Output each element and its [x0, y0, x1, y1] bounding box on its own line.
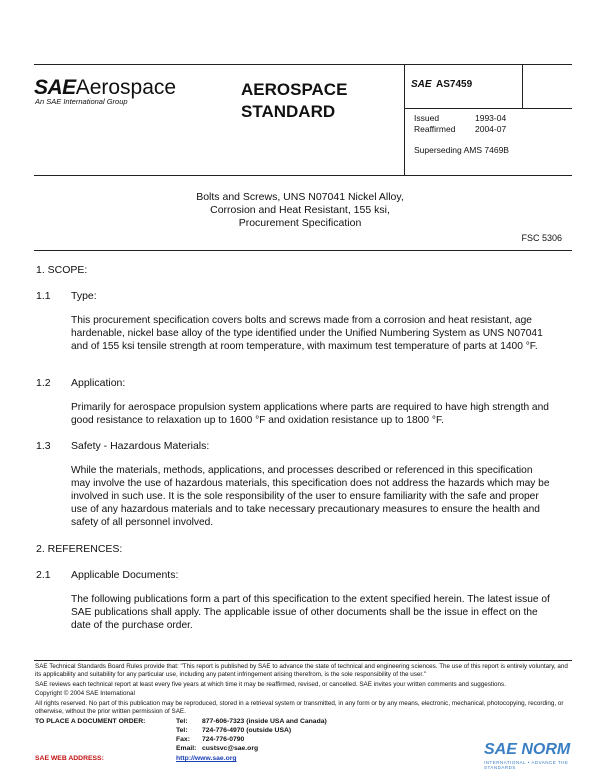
- fax-label: Fax:: [176, 736, 190, 743]
- section-1-2-title: Application:: [71, 377, 126, 389]
- header-divider-1: [404, 64, 405, 175]
- email-label: Email:: [176, 745, 197, 752]
- document-title: [150, 191, 450, 230]
- logo-aerospace-text: Aerospace: [75, 76, 177, 99]
- tel2-label: Tel:: [176, 727, 188, 734]
- logo-sae-text: SAE: [34, 76, 76, 99]
- web-label: SAE WEB ADDRESS:: [35, 755, 104, 762]
- email-value[interactable]: custsvc@sae.org: [202, 745, 259, 752]
- reaffirmed-value: 2004-07: [475, 124, 507, 134]
- tel2-value: 724-776-4970 (outside USA): [202, 727, 292, 734]
- section-1-3-text: While the materials, methods, applications, and processes described or referenced in this specification may involve the use of hazardous materials, this specification does not address the hazards which may be involved in such use. It is the sole responsibility of the user to ensure familiarity with the safe and proper use of any hazardous materials and to take necessary precautionary measures to ensure the health and safety of all personnel involved.: [71, 465, 550, 528]
- header-divider-2: [522, 64, 523, 108]
- superseding-text: Superseding AMS 7469B: [414, 145, 509, 155]
- doc-sae-mark: SAE: [411, 79, 432, 90]
- order-label: TO PLACE A DOCUMENT ORDER:: [35, 718, 146, 725]
- section-2-heading: 2. REFERENCES:: [36, 543, 123, 555]
- sae-norm-logo: SAE NORM: [484, 741, 571, 758]
- section-1-3-number: 1.3: [36, 440, 51, 452]
- standard-title-line1: AEROSPACE: [241, 80, 348, 99]
- section-1-1-title: Type:: [71, 290, 97, 302]
- tel-value: 877-606-7323 (inside USA and Canada): [202, 718, 327, 725]
- footer-rules-text: SAE Technical Standards Board Rules provide that: "This report is published by SAE to advance the state of technical and engineering sciences. The use of this report is entirely voluntary, and its applicability and suitability for any particular use, including any patent infringement arising therefrom, is the sole responsibility of the user.": [35, 663, 568, 678]
- section-2-1-number: 2.1: [36, 569, 51, 581]
- title-line1: Bolts and Screws, UNS N07041 Nickel Alloy,: [196, 191, 404, 203]
- sae-norm-subtitle: INTERNATIONAL • ADVANCE THE STANDARDS: [484, 760, 569, 770]
- document-number: AS7459: [436, 79, 473, 90]
- section-2-1-title: Applicable Documents:: [71, 569, 179, 581]
- footer-top-rule: [34, 660, 572, 661]
- footer-rights-text: All rights reserved. No part of this publication may be reproduced, stored in a retrieval system or transmitted, in any form or by any means, electronic, mechanical, photocopying, recording, or otherwise, without the prior written permission of SAE.: [35, 700, 564, 715]
- logo-subtitle: An SAE International Group: [35, 97, 128, 106]
- section-1-heading: 1. SCOPE:: [36, 264, 88, 276]
- header-top-border: [34, 64, 572, 65]
- section-1-1-number: 1.1: [36, 290, 51, 302]
- title-line2: Corrosion and Heat Resistant, 155 ksi,: [210, 204, 390, 216]
- standard-title-line2: STANDARD: [241, 102, 336, 121]
- header-divider-3: [404, 108, 572, 109]
- section-2-1-text: The following publications form a part of this specification to the extent specified herein. The latest issue of SAE publications shall apply. The applicable issue of other documents shall be the issue in effect on the date of the purchase order.: [71, 594, 550, 631]
- reaffirmed-label: Reaffirmed: [414, 124, 456, 134]
- web-link[interactable]: http://www.sae.org: [176, 755, 237, 762]
- tel-label: Tel:: [176, 718, 188, 725]
- fsc-code: FSC 5306: [521, 233, 562, 243]
- section-1-2-number: 1.2: [36, 377, 51, 389]
- title-line3: Procurement Specification: [238, 217, 362, 229]
- standard-title: [241, 79, 347, 123]
- issued-label: Issued: [414, 113, 440, 123]
- section-1-1-text: This procurement specification covers bolts and screws made from a corrosion and heat resistant, age hardenable, nickel base alloy of the type identified under the Unified Numbering System as UNS N07041 and of 155 ksi tensile strength at room temperature, with maximum test temperature of parts at 1400 °F.: [71, 315, 543, 352]
- title-bottom-border: [34, 250, 572, 251]
- section-1-2-text: Primarily for aerospace propulsion system applications where parts are required to have high strength and good resistance to relaxation up to 1600 °F and oxidation resistance up to 1800 °F.: [71, 402, 549, 426]
- footer-review-text: SAE reviews each technical report at least every five years at which time it may be reaffirmed, revised, or cancelled. SAE invites your written comments and suggestions.: [35, 681, 506, 688]
- footer-copyright: Copyright © 2004 SAE International: [35, 690, 135, 697]
- fax-value: 724-776-0790: [202, 736, 245, 743]
- section-1-3-title: Safety - Hazardous Materials:: [71, 440, 210, 452]
- header-bottom-border: [34, 175, 572, 176]
- issued-value: 1993-04: [475, 113, 507, 123]
